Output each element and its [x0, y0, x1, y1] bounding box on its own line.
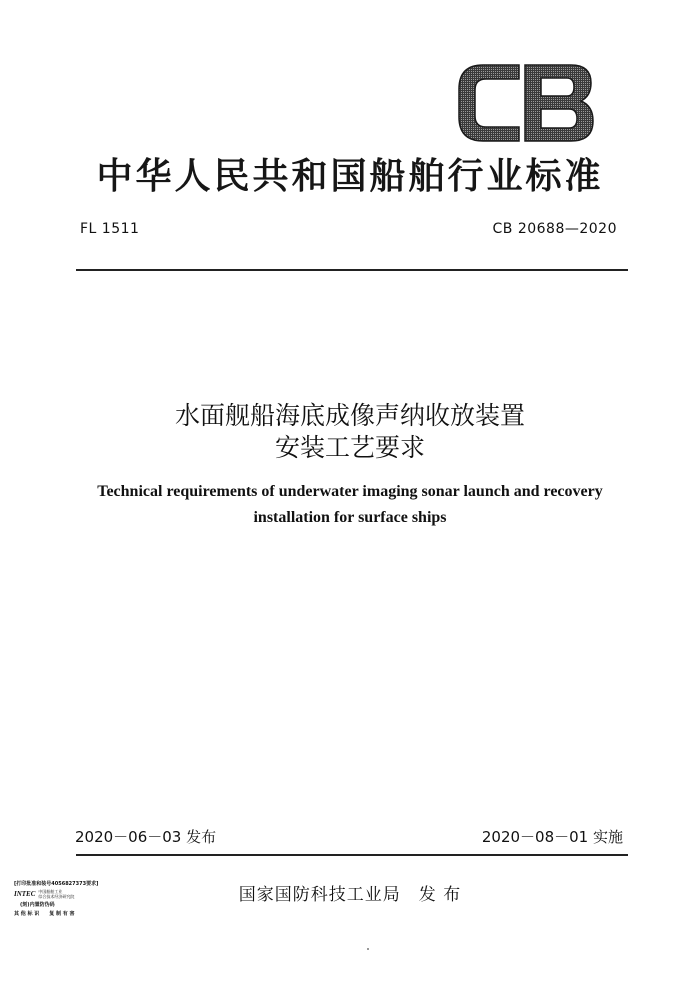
cb-logo: [455, 63, 595, 143]
stamp-org: [38, 889, 74, 899]
publisher: 国家国防科技工业局 发 布: [238, 885, 462, 905]
stamp-line3: (刻)内置防伪码: [20, 902, 55, 908]
implementation-date: 2020－08－01 实施: [481, 828, 623, 846]
stamp-org-line1: 中国船舶工业: [38, 889, 63, 894]
standard-number: CB 20688—2020: [492, 221, 617, 237]
title-en-line1: Technical requirements of underwater imaging sonar launch and recovery: [97, 483, 603, 500]
title-en-line2: installation for surface ships: [253, 509, 447, 526]
stamp-line4: 其 他 标 识 复 制 有 害: [14, 911, 75, 917]
scan-speck: [367, 948, 369, 950]
header-divider: [76, 269, 628, 271]
stamp-logo-row: [14, 889, 114, 899]
footer-divider: [76, 854, 628, 856]
classification-code: FL 1511: [80, 221, 140, 237]
anti-counterfeit-stamp: [14, 880, 114, 917]
stamp-line1: [打印批准和装号4056827373要求]: [14, 881, 99, 887]
standard-title: 中华人民共和国船舶行业标准: [96, 156, 604, 197]
title-cn-line2: 安装工艺要求: [274, 433, 425, 462]
intec-logo: INTEC: [14, 890, 36, 898]
stamp-org-line2: 综合技术经济研究院: [38, 894, 75, 899]
title-cn-line1: 水面舰船海底成像声纳收放装置: [174, 401, 525, 430]
issue-date: 2020－06－03 发布: [75, 828, 217, 846]
